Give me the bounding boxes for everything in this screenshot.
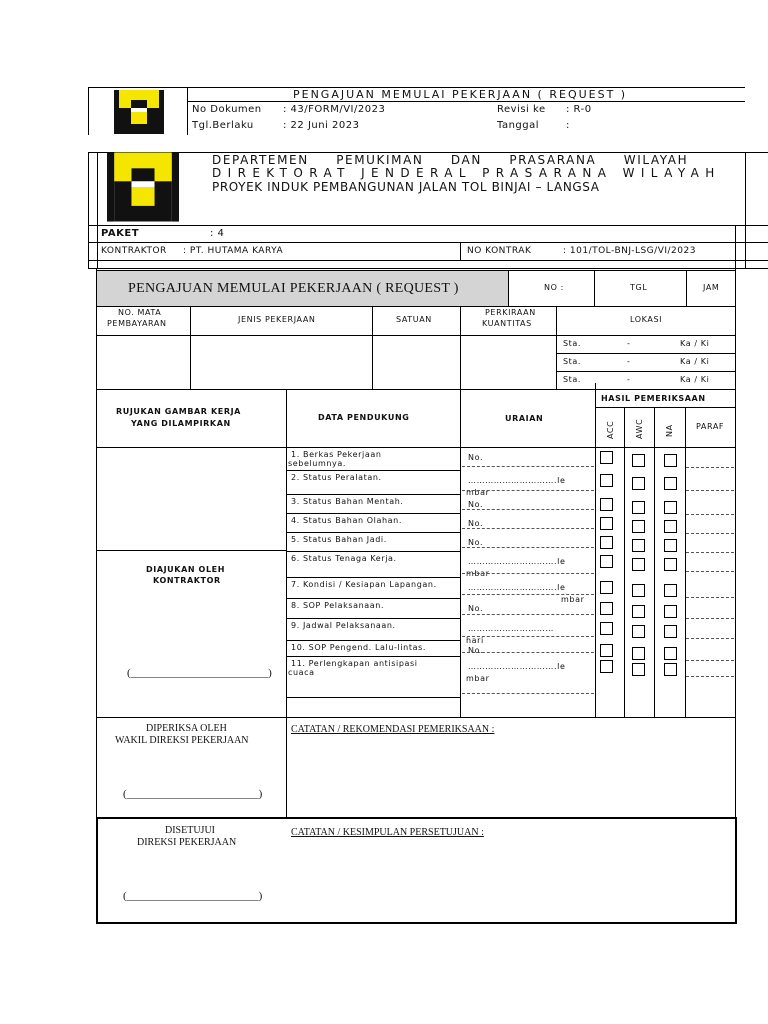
na-checkbox[interactable]	[664, 501, 677, 514]
col-perkiraan-1: PERKIRAAN	[485, 308, 536, 317]
item-uraian: …………………………	[468, 624, 554, 633]
no-label: NO :	[544, 283, 564, 292]
awc-checkbox[interactable]	[632, 454, 645, 467]
tanggal-label: Tanggal	[497, 120, 540, 131]
data-pendukung-header: DATA PENDUKUNG	[318, 413, 410, 422]
awc-header: AWC	[635, 418, 644, 439]
awc-checkbox[interactable]	[632, 501, 645, 514]
acc-checkbox[interactable]	[600, 602, 613, 615]
na-checkbox[interactable]	[664, 605, 677, 618]
col-lokasi: LOKASI	[630, 315, 663, 324]
item-label: 9. Jadwal Pelaksanaan.	[291, 621, 396, 630]
acc-checkbox[interactable]	[600, 536, 613, 549]
item-uraian-cont: mbar	[466, 569, 490, 578]
item-uraian: No.	[468, 538, 484, 547]
catatan-rekomendasi: CATATAN / REKOMENDASI PEMERIKSAAN :	[291, 724, 495, 735]
col-jenis: JENIS PEKERJAAN	[238, 315, 316, 324]
lokasi-sta-3: Sta.	[563, 375, 582, 384]
no-dokumen-label: No Dokumen	[192, 104, 262, 115]
na-checkbox[interactable]	[664, 647, 677, 660]
form-title: PENGAJUAN MEMULAI PEKERJAAN ( REQUEST )	[128, 281, 459, 296]
org-line-1: DEPARTEMEN PEMUKIMAN DAN PRASARANA WILAYAH	[212, 153, 689, 167]
item-uraian-cont: hari	[466, 636, 484, 645]
awc-checkbox[interactable]	[632, 663, 645, 676]
na-header: NA	[665, 424, 674, 437]
kontraktor-value: : PT. HUTAMA KARYA	[183, 246, 284, 256]
na-checkbox[interactable]	[664, 520, 677, 533]
na-checkbox[interactable]	[664, 663, 677, 676]
item-uraian: No.	[468, 519, 484, 528]
item-label: 2. Status Peralatan.	[291, 473, 382, 482]
tgl-berlaku-label: Tgl.Berlaku	[192, 120, 254, 131]
item-uraian: No.	[468, 500, 484, 509]
item-uraian-cont: mbar	[561, 595, 585, 604]
acc-checkbox[interactable]	[600, 622, 613, 635]
disetujui-1: DISETUJUI	[165, 825, 215, 836]
item-uraian: ………………………….le	[468, 476, 566, 485]
header-title: PENGAJUAN MEMULAI PEKERJAAN ( REQUEST )	[293, 88, 628, 101]
acc-checkbox[interactable]	[600, 644, 613, 657]
awc-checkbox[interactable]	[632, 477, 645, 490]
revisi-label: Revisi ke	[497, 104, 546, 115]
diperiksa-1: DIPERIKSA OLEH	[146, 723, 227, 734]
col-satuan: SATUAN	[396, 315, 432, 324]
lokasi-dash-1: -	[627, 339, 631, 348]
item-uraian: No.	[468, 604, 484, 613]
tgl-berlaku-value: : 22 Juni 2023	[283, 120, 360, 131]
item-uraian-cont: mbar	[466, 488, 490, 497]
org-line-2: DIREKTORAT JENDERAL PRASARANA WILAYAH	[212, 166, 721, 180]
item-label: 1. Berkas Pekerjaan	[291, 450, 382, 459]
rujukan-2: YANG DILAMPIRKAN	[131, 419, 231, 428]
paket-value: : 4	[210, 228, 225, 239]
na-checkbox[interactable]	[664, 454, 677, 467]
acc-header: ACC	[606, 420, 615, 439]
item-label: 7. Kondisi / Kesiapan Lapangan.	[291, 580, 437, 589]
diajukan-2: KONTRAKTOR	[153, 576, 221, 585]
no-kontrak-label: NO KONTRAK	[467, 246, 532, 256]
item-label: 3. Status Bahan Mentah.	[291, 497, 404, 506]
awc-checkbox[interactable]	[632, 539, 645, 552]
na-checkbox[interactable]	[664, 539, 677, 552]
item-label: 5. Status Bahan Jadi.	[291, 535, 387, 544]
awc-checkbox[interactable]	[632, 625, 645, 638]
item-uraian: ………………………….le	[468, 583, 566, 592]
item-label: 4. Status Bahan Olahan.	[291, 516, 402, 525]
na-checkbox[interactable]	[664, 558, 677, 571]
item-uraian-cont: mbar	[466, 674, 490, 683]
tanggal-value: :	[566, 120, 570, 131]
hasil-header: HASIL PEMERIKSAAN	[601, 394, 706, 403]
awc-checkbox[interactable]	[632, 605, 645, 618]
paket-label: PAKET	[101, 228, 140, 239]
sign-line-direksi: (________________________)	[123, 890, 263, 902]
acc-checkbox[interactable]	[600, 555, 613, 568]
catatan-kesimpulan: CATATAN / KESIMPULAN PERSETUJUAN :	[291, 827, 484, 838]
item-label-cont: sebelumnya.	[288, 459, 347, 468]
jam-label: JAM	[703, 283, 720, 292]
revisi-value: : R-0	[566, 104, 592, 115]
awc-checkbox[interactable]	[632, 647, 645, 660]
acc-checkbox[interactable]	[600, 451, 613, 464]
item-uraian: No.	[468, 453, 484, 462]
acc-checkbox[interactable]	[600, 498, 613, 511]
item-label-cont: cuaca	[288, 668, 315, 677]
lokasi-ka-1: Ka / Ki	[680, 339, 710, 348]
item-label: 11. Perlengkapan antisipasi	[291, 659, 418, 668]
item-label: 10. SOP Pengend. Lalu-lintas.	[291, 643, 426, 652]
lokasi-ka-2: Ka / Ki	[680, 357, 710, 366]
item-uraian: ………………………….le	[468, 662, 566, 671]
org-line-3: PROYEK INDUK PEMBANGUNAN JALAN TOL BINJAI – LANGSA	[212, 180, 600, 194]
pu-logo-icon	[107, 152, 179, 222]
lokasi-dash-3: -	[627, 375, 631, 384]
item-label: 6. Status Tenaga Kerja.	[291, 554, 397, 563]
awc-checkbox[interactable]	[632, 558, 645, 571]
rujukan-1: RUJUKAN GAMBAR KERJA	[116, 407, 241, 416]
no-dokumen-value: : 43/FORM/VI/2023	[283, 104, 386, 115]
tgl-label: TGL	[630, 283, 648, 292]
item-uraian: No.	[468, 646, 484, 655]
col-perkiraan-2: KUANTITAS	[482, 319, 532, 328]
sign-line-kontraktor: (_________________________)	[127, 667, 272, 679]
lokasi-sta-2: Sta.	[563, 357, 582, 366]
acc-checkbox[interactable]	[600, 517, 613, 530]
na-checkbox[interactable]	[664, 477, 677, 490]
na-checkbox[interactable]	[664, 584, 677, 597]
uraian-header: URAIAN	[505, 414, 544, 423]
diperiksa-2: WAKIL DIREKSI PEKERJAAN	[115, 735, 249, 746]
no-kontrak-value: : 101/TOL-BNJ-LSG/VI/2023	[563, 246, 696, 256]
disetujui-2: DIREKSI PEKERJAAN	[137, 837, 237, 848]
lokasi-sta-1: Sta.	[563, 339, 582, 348]
item-uraian: ………………………….le	[468, 557, 566, 566]
awc-checkbox[interactable]	[632, 520, 645, 533]
lokasi-dash-2: -	[627, 357, 631, 366]
diajukan-1: DIAJUKAN OLEH	[146, 565, 226, 574]
acc-checkbox[interactable]	[600, 474, 613, 487]
lokasi-ka-3: Ka / Ki	[680, 375, 710, 384]
paraf-header: PARAF	[696, 422, 725, 431]
na-checkbox[interactable]	[664, 625, 677, 638]
kontraktor-label: KONTRAKTOR	[101, 246, 167, 256]
acc-checkbox[interactable]	[600, 581, 613, 594]
col-no-mata-1: NO. MATA	[118, 308, 162, 317]
pu-logo-icon	[114, 90, 164, 134]
sign-line-wakil: (________________________)	[123, 788, 263, 800]
col-no-mata-2: PEMBAYARAN	[107, 319, 167, 328]
acc-checkbox[interactable]	[600, 660, 613, 673]
awc-checkbox[interactable]	[632, 584, 645, 597]
item-label: 8. SOP Pelaksanaan.	[291, 601, 385, 610]
